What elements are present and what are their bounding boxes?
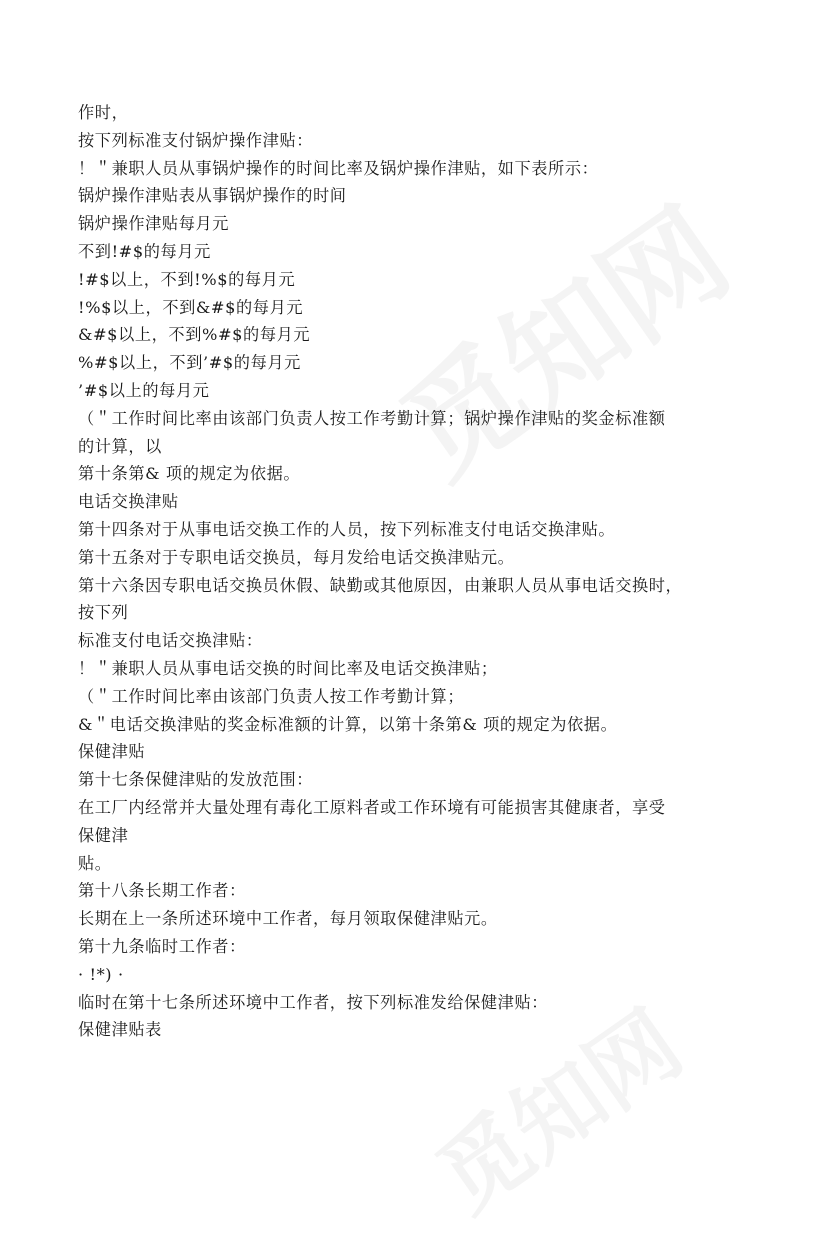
text-line: 的计算，以	[78, 436, 162, 456]
text-line: 在工厂内经常并大量处理有毒化工原料者或工作环境有可能损害其健康者，享受	[78, 797, 666, 817]
text-line: %#$以上，不到’#$的每月元	[78, 353, 301, 373]
text-line: &#$以上，不到%#$的每月元	[78, 325, 311, 345]
table-caption: 锅炉操作津贴表从事锅炉操作的时间	[78, 186, 347, 206]
text-line: 作时，	[78, 103, 129, 122]
text-line: 第十五条对于专职电话交换员，每月发给电话交换津贴元。	[78, 547, 515, 567]
text-line: 不到!#$的每月元	[78, 241, 211, 261]
text-line: 贴。	[78, 853, 112, 873]
section-heading: 保健津贴	[78, 742, 146, 762]
document-body	[78, 99, 768, 1044]
section-heading: 电话交换津贴	[78, 492, 179, 512]
text-line: 第十七条保健津贴的发放范围：	[78, 770, 314, 790]
text-line: · !*) ·	[78, 964, 124, 984]
text-line: 按下列标准支付锅炉操作津贴：	[78, 130, 314, 150]
text-line: （＂工作时间比率由该部门负责人按工作考勤计算；锅炉操作津贴的奖金标准额	[78, 408, 666, 428]
text-line: 锅炉操作津贴每月元	[78, 214, 230, 234]
table-caption: 保健津贴表	[78, 1020, 162, 1040]
text-line: 临时在第十七条所述环境中工作者，按下列标准发给保健津贴：	[78, 992, 549, 1012]
text-line: ！＂兼职人员从事锅炉操作的时间比率及锅炉操作津贴，如下表所示：	[78, 158, 599, 178]
text-line: 第十八条长期工作者：	[78, 881, 246, 901]
text-line: &＂电话交换津贴的奖金标准额的计算，以第十条第& 项的规定为依据。	[78, 714, 618, 734]
text-line: 第十九条临时工作者：	[78, 936, 246, 956]
text-line: 按下列	[78, 603, 129, 623]
text-line: 第十条第& 项的规定为依据。	[78, 464, 301, 484]
text-line: 第十四条对于从事电话交换工作的人员，按下列标准支付电话交换津贴。	[78, 519, 616, 539]
text-line: 标准支付电话交换津贴：	[78, 631, 263, 651]
text-line: （＂工作时间比率由该部门负责人按工作考勤计算；	[78, 686, 465, 706]
text-line: !%$以上，不到&#$的每月元	[78, 297, 304, 317]
text-line: 第十六条因专职电话交换员休假、缺勤或其他原因，由兼职人员从事电话交换时，	[78, 575, 683, 595]
text-line: ！＂兼职人员从事电话交换的时间比率及电话交换津贴；	[78, 658, 498, 678]
text-line: ’#$以上的每月元	[78, 380, 210, 400]
text-line: 长期在上一条所述环境中工作者，每月领取保健津贴元。	[78, 909, 498, 929]
text-line: 保健津	[78, 825, 129, 845]
text-line: !#$以上，不到!%$的每月元	[78, 269, 296, 289]
